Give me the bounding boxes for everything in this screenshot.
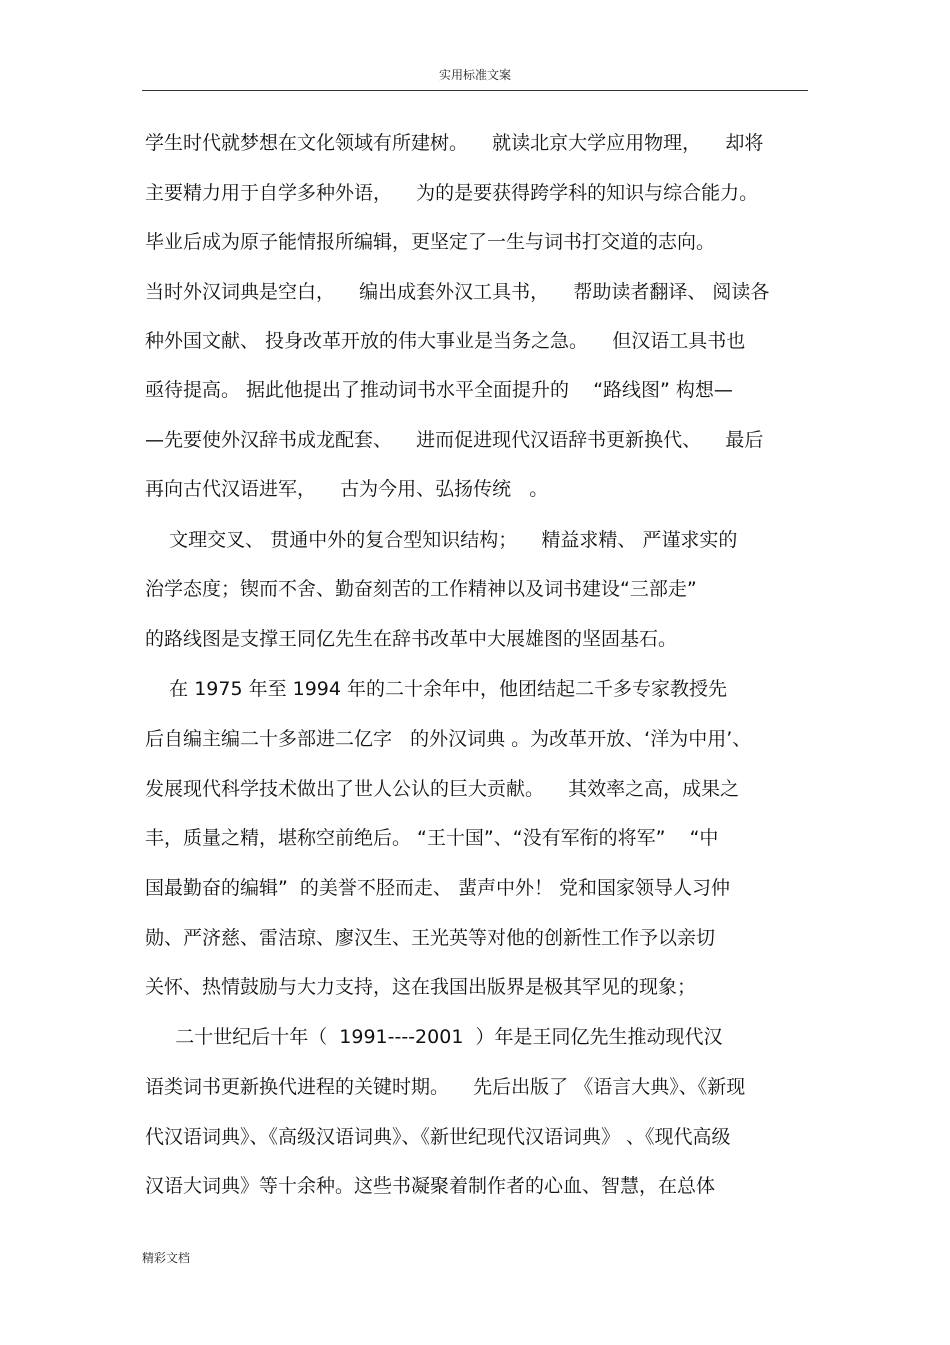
body-line: 勋、严济慈、雷洁琼、廖汉生、王光英等对他的创新性工作予以亲切 — [145, 927, 716, 949]
body-line: 代汉语词典》、《高级汉语词典》、《新世纪现代汉语词典》 、《现代高级 — [145, 1126, 731, 1148]
body-line: 的路线图是支撑王同亿先生在辞书改革中大展雄图的坚固基石。 — [145, 628, 678, 650]
body-line: 关怀、热情鼓励与大力支持，这在我国出版界是极其罕见的现象； — [145, 976, 697, 998]
header-divider — [142, 90, 808, 91]
body-line: 语类词书更新换代进程的关键时期。 先后出版了 《语言大典》、《新现 — [145, 1076, 746, 1098]
body-line: 种外国文献、 投身改革开放的伟大事业是当务之急。 但汉语工具书也 — [145, 330, 746, 352]
body-line: 再向古代汉语进军， 古为今用、弘扬传统 。 — [145, 478, 549, 500]
body-line: 国最勤奋的编辑” 的美誉不胫而走、 蜚声中外！ 党和国家领导人习仲 — [145, 877, 731, 899]
body-line: 治学态度；锲而不舍、勤奋刻苦的工作精神以及词书建设“三部走” — [145, 578, 697, 600]
body-line: 汉语大词典》等十余种。这些书凝聚着制作者的心血、智慧，在总体 — [145, 1175, 716, 1197]
body-line: 后自编主编二十多部进二亿字 的外汉词典 。为改革开放、‘洋为中用’、 — [145, 728, 752, 750]
body-line: 文理交叉、 贯通中外的复合型知识结构； 精益求精、 严谨求实的 — [145, 529, 738, 551]
body-line: 丰，质量之精，堪称空前绝后。 “王十国”、“没有军衔的将军” “中 — [145, 827, 719, 849]
body-line: 在 1975 年至 1994 年的二十余年中，他团结起二千多专家教授先 — [145, 678, 728, 700]
page-footer: 精彩文档 — [142, 1251, 191, 1265]
body-line: 亟待提高。 据此他提出了推动词书水平全面提升的 “路线图” 构想— — [145, 379, 733, 401]
body-line: —先要使外汉辞书成龙配套、 进而促进现代汉语辞书更新换代、 最后 — [145, 429, 764, 451]
page-header: 实用标准文案 — [438, 68, 511, 82]
body-line: 毕业后成为原子能情报所编辑，更坚定了一生与词书打交道的志向。 — [145, 231, 716, 253]
body-line: 二十世纪后十年（ 1991----2001 ）年是王同亿先生推动现代汉 — [145, 1026, 723, 1048]
body-line: 当时外汉词典是空白， 编出成套外汉工具书， 帮助读者翻译、 阅读各 — [145, 281, 770, 303]
body-line: 发展现代科学技术做出了世人公认的巨大贡献。 其效率之高，成果之 — [145, 778, 740, 800]
body-line: 学生时代就梦想在文化领域有所建树。 就读北京大学应用物理， 却将 — [145, 132, 764, 154]
body-line: 主要精力用于自学多种外语， 为的是要获得跨学科的知识与综合能力。 — [145, 182, 759, 204]
